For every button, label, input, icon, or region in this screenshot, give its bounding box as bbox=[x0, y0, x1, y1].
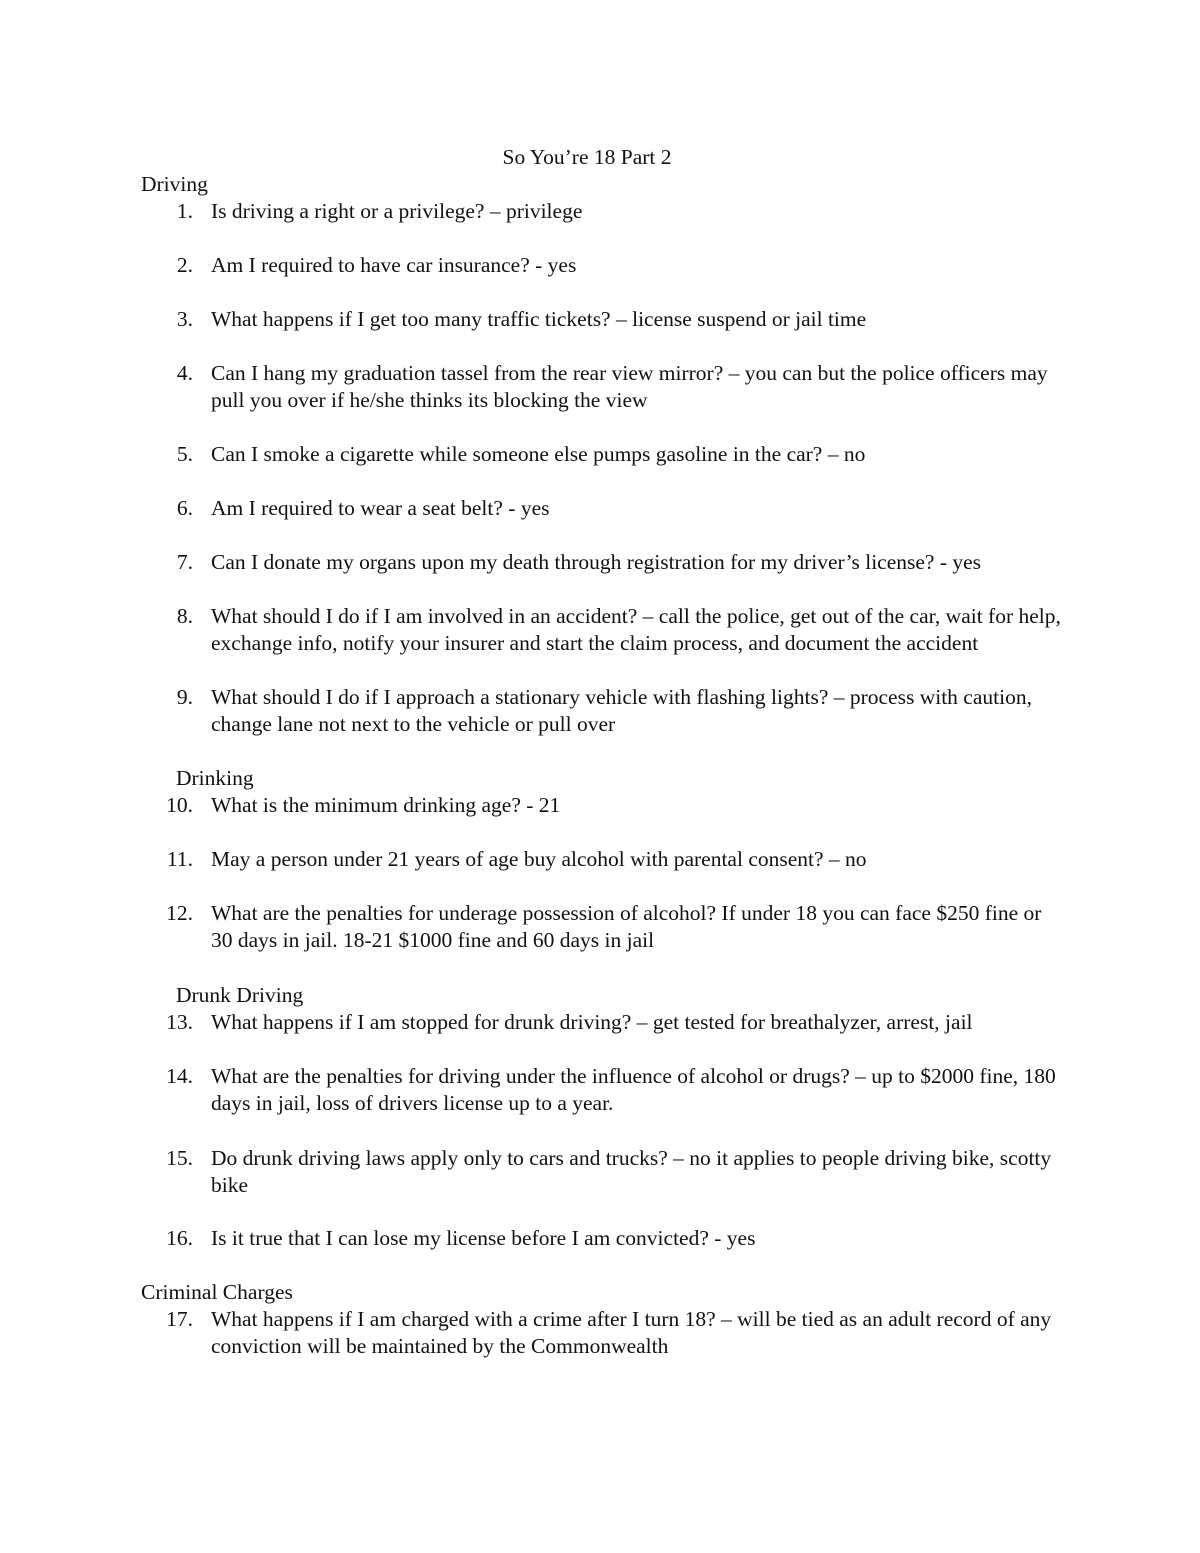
item-number: 17. bbox=[166, 1307, 193, 1331]
list-item bbox=[141, 1306, 1061, 1360]
list-item bbox=[141, 900, 1061, 954]
item-text: What happens if I am charged with a crime after I turn 18? – will be tied as an adult record of any conviction will be maintained by the Commonwealth bbox=[211, 1307, 1052, 1358]
item-number: 3. bbox=[176, 307, 193, 331]
list-item bbox=[141, 1063, 1061, 1117]
list-item bbox=[141, 549, 1061, 576]
item-text: May a person under 21 years of age buy alcohol with parental consent? – no bbox=[211, 847, 867, 871]
item-text: Can I smoke a cigarette while someone else pumps gasoline in the car? – no bbox=[211, 442, 866, 466]
list-item bbox=[141, 198, 1061, 225]
list-item bbox=[141, 306, 1061, 333]
item-text: Can I hang my graduation tassel from the rear view mirror? – you can but the police officers may pull you over if he/she thinks its blocking the view bbox=[211, 361, 1048, 412]
item-text: What are the penalties for driving under the influence of alcohol or drugs? – up to $2000 fine, 180 days in jail, loss of drivers license up to a year. bbox=[211, 1064, 1056, 1115]
item-number: 10. bbox=[166, 793, 193, 817]
item-number: 12. bbox=[166, 901, 193, 925]
list-item bbox=[141, 1145, 1061, 1199]
item-number: 13. bbox=[166, 1010, 193, 1034]
list-item bbox=[141, 441, 1061, 468]
item-text: Can I donate my organs upon my death through registration for my driver’s license? - yes bbox=[211, 550, 982, 574]
item-number: 6. bbox=[176, 496, 193, 520]
list-item bbox=[141, 1009, 1061, 1036]
list-item bbox=[141, 252, 1061, 279]
list-item bbox=[141, 360, 1061, 414]
item-number: 16. bbox=[166, 1226, 193, 1250]
item-number: 7. bbox=[176, 550, 193, 574]
list-item bbox=[141, 684, 1061, 738]
item-text: Am I required to wear a seat belt? - yes bbox=[211, 496, 550, 520]
item-text: What are the penalties for underage possession of alcohol? If under 18 you can face $250 fine or 30 days in jail. 18-21 $1000 fine and 60 days in jail bbox=[211, 901, 1042, 952]
item-number: 2. bbox=[176, 253, 193, 277]
item-text: What happens if I get too many traffic tickets? – license suspend or jail time bbox=[211, 307, 867, 331]
page-title: So You’re 18 Part 2 bbox=[502, 145, 672, 169]
item-text: What is the minimum drinking age? - 21 bbox=[211, 793, 561, 817]
section-heading-drinking: Drinking bbox=[176, 766, 254, 790]
item-number: 1. bbox=[176, 199, 193, 223]
item-text: What should I do if I am involved in an accident? – call the police, get out of the car, wait for help, exchange info, notify your insurer and start the claim process, and document the accident bbox=[211, 604, 1061, 655]
item-text: What happens if I am stopped for drunk driving? – get tested for breathalyzer, arrest, jail bbox=[211, 1010, 973, 1034]
list-item bbox=[141, 495, 1061, 522]
item-number: 4. bbox=[176, 361, 193, 385]
section-heading-criminal-charges: Criminal Charges bbox=[141, 1280, 293, 1304]
item-number: 14. bbox=[166, 1064, 193, 1088]
item-text: Am I required to have car insurance? - yes bbox=[211, 253, 577, 277]
item-number: 9. bbox=[176, 685, 193, 709]
section-heading-driving: Driving bbox=[141, 172, 208, 196]
item-number: 15. bbox=[166, 1146, 193, 1170]
item-text: Is driving a right or a privilege? – privilege bbox=[211, 199, 583, 223]
list-item bbox=[141, 846, 1061, 873]
item-text: Is it true that I can lose my license before I am convicted? - yes bbox=[211, 1226, 756, 1250]
item-text: Do drunk driving laws apply only to cars and trucks? – no it applies to people driving bike, scotty bike bbox=[211, 1146, 1052, 1197]
list-item bbox=[141, 792, 1061, 819]
item-number: 5. bbox=[176, 442, 193, 466]
section-heading-drunk-driving: Drunk Driving bbox=[176, 983, 304, 1007]
item-number: 8. bbox=[176, 604, 193, 628]
list-item bbox=[141, 1225, 1061, 1252]
item-number: 11. bbox=[166, 847, 193, 871]
item-text: What should I do if I approach a stationary vehicle with flashing lights? – process with caution, change lane not next to the vehicle or pull over bbox=[211, 685, 1032, 736]
list-item bbox=[141, 603, 1061, 657]
